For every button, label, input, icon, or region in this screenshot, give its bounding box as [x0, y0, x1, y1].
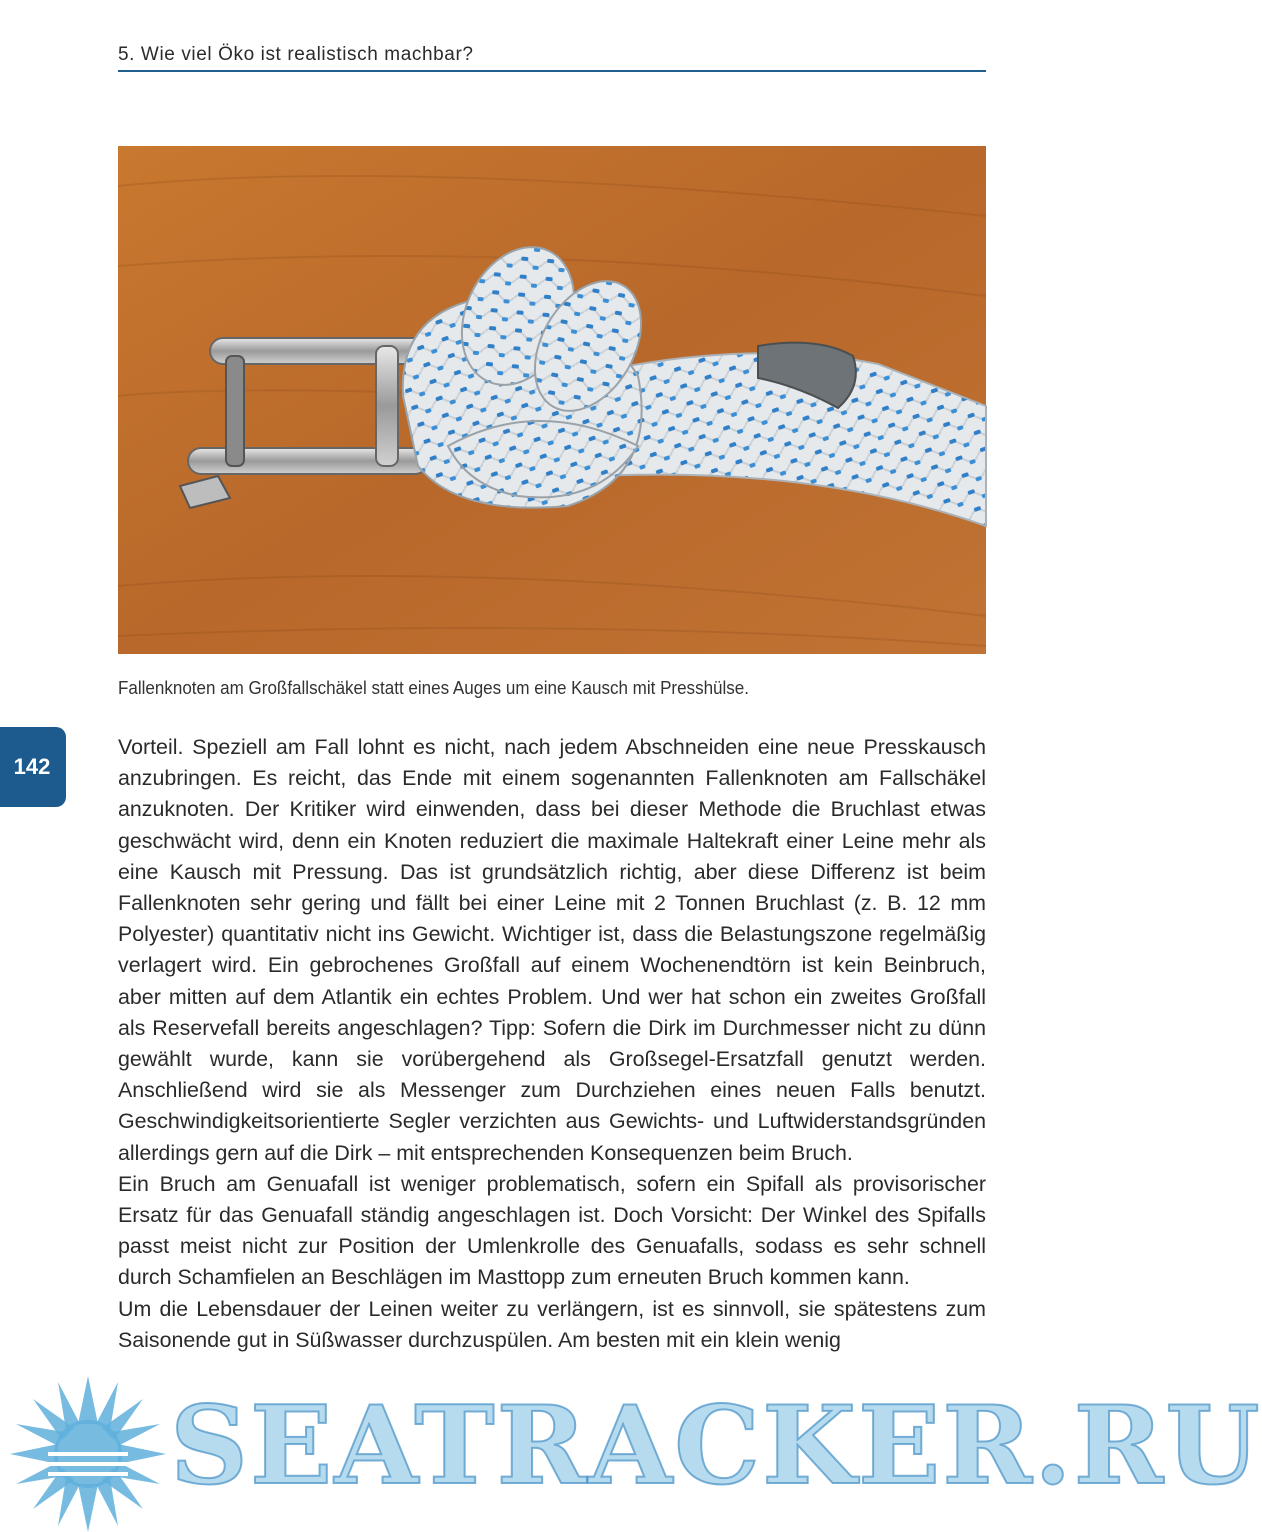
header-rule	[118, 70, 986, 72]
paragraph: Um die Lebensdauer der Leinen weiter zu verlängern, ist es sinnvoll, sie spätestens zum Saisonende gut in Süßwasser durchzuspülen. Am besten mit ein klein wenig	[118, 1296, 986, 1352]
running-header: 5. Wie viel Öko ist realistisch machbar?	[118, 44, 474, 65]
figure-caption: Fallenknoten am Großfallschäkel statt eines Auges um eine Kausch mit Presshülse.	[118, 677, 750, 698]
knot-photo	[118, 146, 986, 654]
watermark-text: SEATRACKER.RU	[170, 1383, 1262, 1509]
paragraph: Ein Bruch am Genuafall ist weniger problematisch, sofern ein Spifall als provisorischer Ersatz für das Genuafall ständig angeschlagen ist. Doch Vorsicht: Der Winkel des Spifalls passt meist nicht zur Position der Umlenkrolle des Genuafalls, sodass es sehr schnell durch Schamfielen an Beschlägen im Masttopp zum erneuten Bruch kommen kann.	[118, 1171, 986, 1290]
body-text	[118, 732, 986, 1356]
knot-photo-illustration	[118, 146, 986, 654]
paragraph: Vorteil. Speziell am Fall lohnt es nicht, nach jedem Abschneiden eine neue Presskausch anzubringen. Es reicht, das Ende mit einem sogenannten Fallenknoten am Fallschäkel anzuknoten. Der Kritiker wird einwenden, dass bei dieser Methode die Bruchlast etwas geschwächt wird, denn ein Knoten reduziert die maximale Haltekraft einer Leine mehr als eine Kausch mit Pressung. Das ist grundsätzlich richtig, aber diese Differenz ist beim Fallenknoten sehr gering und fällt bei einer Leine mit 2 Tonnen Bruchlast (z. B. 12 mm Polyester) quantitativ nicht ins Gewicht. Wichtiger ist, dass die Belastungszone regelmäßig verlagert wird. Ein gebrochenes Großfall auf einem Wochenendtörn ist kein Beinbruch, aber mitten auf dem Atlantik ein echtes Problem. Und wer hat schon ein zweites Großfall als Reservefall bereits angeschlagen? Tipp: Sofern die Dirk im Durchmesser nicht zu dünn gewählt wurde, kann sie vorübergehend als Großsegel-Ersatzfall genutzt werden. Anschließend wird sie als Messenger zum Durchziehen eines neuen Falls benutzt. Geschwindigkeitsorientierte Segler verzichten aus Gewichts- und Luftwiderstandsgründen allerdings gern auf die Dirk – mit entsprechenden Konsequenzen beim Bruch.	[118, 735, 986, 1165]
page-number: 142	[13, 754, 51, 779]
